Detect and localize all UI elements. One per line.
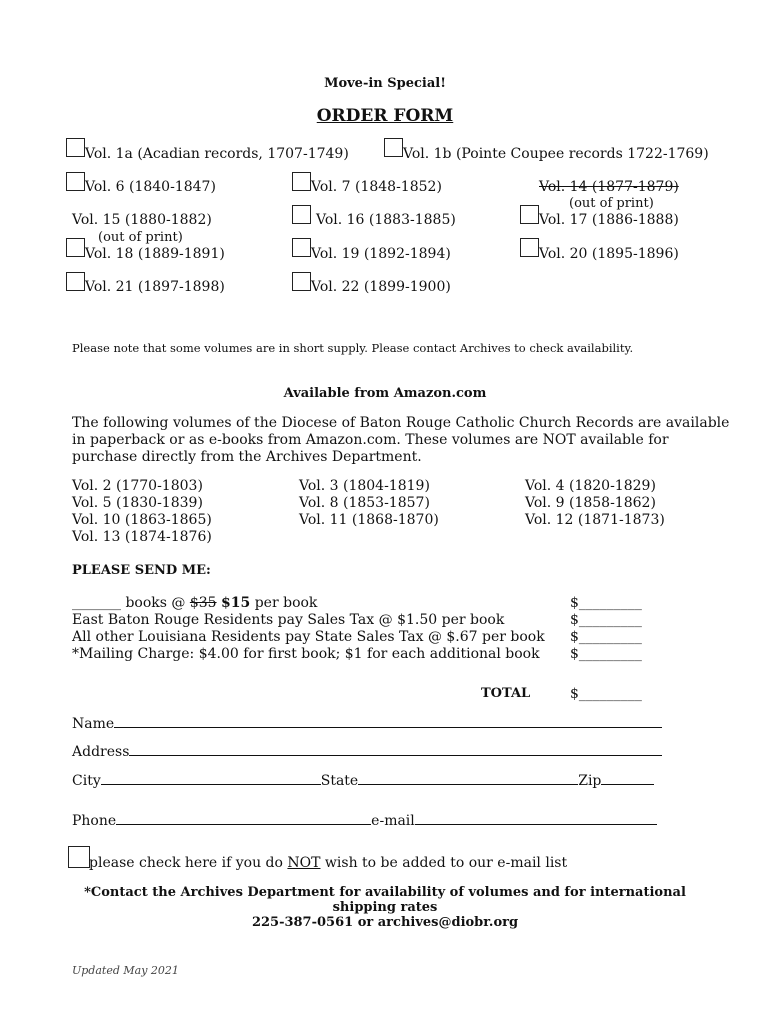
- optout-prefix: please check here if you do: [89, 855, 288, 871]
- books-amount-field[interactable]: $_________: [570, 595, 642, 611]
- name-row: [72, 715, 662, 732]
- email-optout-label: [89, 855, 567, 871]
- email-label: e-mail: [371, 813, 415, 829]
- phone-label: Phone: [72, 813, 117, 829]
- checkbox-vol-1b[interactable]: [384, 138, 403, 157]
- vol-14-out-of-print: (out of print): [569, 196, 654, 211]
- city-label: City: [72, 773, 101, 789]
- vol-1a-label: Vol. 1a (Acadian records, 1707-1749): [85, 146, 349, 162]
- vol-20-label: Vol. 20 (1895-1896): [539, 246, 679, 262]
- move-in-special: Move-in Special!: [324, 76, 446, 91]
- amazon-para-line2: in paperback or as e-books from Amazon.com. These volumes are NOT available for: [72, 432, 669, 448]
- checkbox-vol-16[interactable]: [292, 205, 311, 224]
- amazon-heading: Available from Amazon.com: [283, 386, 487, 401]
- contact-line1: *Contact the Archives Department for availability of volumes and for international: [84, 885, 686, 900]
- amazon-col1-item: Vol. 2 (1770-1803): [72, 478, 203, 494]
- name-label: Name: [72, 716, 115, 732]
- total-label: TOTAL: [481, 686, 531, 701]
- ebr-tax-amount-field[interactable]: $_________: [570, 612, 642, 628]
- email-optout-checkbox[interactable]: [68, 846, 90, 868]
- vol-15-label: Vol. 15 (1880-1882): [72, 212, 212, 228]
- checkbox-vol-22[interactable]: [292, 272, 311, 291]
- contact-line2: shipping rates: [332, 900, 438, 915]
- vol-17-label: Vol. 17 (1886-1888): [539, 212, 679, 228]
- amazon-col1-item: Vol. 10 (1863-1865): [72, 512, 212, 528]
- address-label: Address: [72, 744, 130, 760]
- page-title: ORDER FORM: [316, 106, 454, 126]
- vol-19-label: Vol. 19 (1892-1894): [311, 246, 451, 262]
- amazon-col3-item: Vol. 9 (1858-1862): [525, 495, 656, 511]
- contact-phone-email: 225-387-0561 or archives@diobr.org: [251, 915, 519, 930]
- vol-15-out-of-print: (out of print): [98, 230, 183, 245]
- amazon-col2-item: Vol. 11 (1868-1870): [299, 512, 439, 528]
- amazon-col3-item: Vol. 12 (1871-1873): [525, 512, 665, 528]
- checkbox-vol-19[interactable]: [292, 238, 311, 257]
- checkbox-vol-1a[interactable]: [66, 138, 85, 157]
- city-row: [72, 772, 654, 789]
- mailing-charge-line: *Mailing Charge: $4.00 for first book; $1 for each additional book: [72, 646, 540, 662]
- updated-date: Updated May 2021: [72, 964, 179, 977]
- name-field[interactable]: [114, 715, 662, 728]
- new-price: $15: [221, 595, 251, 611]
- please-send-label: PLEASE SEND ME:: [72, 563, 211, 578]
- zip-field[interactable]: [601, 772, 654, 785]
- vol-21-label: Vol. 21 (1897-1898): [85, 279, 225, 295]
- la-tax-line: All other Louisiana Residents pay State Sales Tax @ $.67 per book: [72, 629, 545, 645]
- books-quantity-blank[interactable]: _______: [72, 595, 121, 611]
- phone-field[interactable]: [116, 812, 371, 825]
- optout-suffix: wish to be added to our e-mail list: [320, 855, 568, 871]
- supply-note: Please note that some volumes are in short supply. Please contact Archives to check availability.: [72, 341, 634, 355]
- amazon-para-line3: purchase directly from the Archives Department.: [72, 449, 422, 465]
- books-text: books @: [121, 595, 190, 611]
- address-field[interactable]: [129, 743, 662, 756]
- total-amount-field[interactable]: $_________: [570, 686, 642, 702]
- old-price: $35: [189, 595, 217, 611]
- amazon-col3-item: Vol. 4 (1820-1829): [525, 478, 656, 494]
- optout-not: NOT: [287, 855, 321, 871]
- checkbox-vol-6[interactable]: [66, 172, 85, 191]
- vol-18-label: Vol. 18 (1889-1891): [85, 246, 225, 262]
- per-book-text: per book: [250, 595, 318, 611]
- zip-label: Zip: [578, 773, 602, 789]
- phone-row: [72, 812, 657, 829]
- amazon-col2-item: Vol. 3 (1804-1819): [299, 478, 430, 494]
- vol-1b-label: Vol. 1b (Pointe Coupee records 1722-1769): [403, 146, 709, 162]
- city-field[interactable]: [101, 772, 321, 785]
- mailing-amount-field[interactable]: $_________: [570, 646, 642, 662]
- amazon-col1-item: Vol. 13 (1874-1876): [72, 529, 212, 545]
- vol-6-label: Vol. 6 (1840-1847): [85, 179, 216, 195]
- ebr-tax-line: East Baton Rouge Residents pay Sales Tax @ $1.50 per book: [72, 612, 505, 628]
- checkbox-vol-17[interactable]: [520, 205, 539, 224]
- amazon-col2-item: Vol. 8 (1853-1857): [299, 495, 430, 511]
- checkbox-vol-18[interactable]: [66, 238, 85, 257]
- state-field[interactable]: [358, 772, 578, 785]
- vol-16-label: Vol. 16 (1883-1885): [316, 212, 456, 228]
- amazon-para-line1: The following volumes of the Diocese of Baton Rouge Catholic Church Records are available: [72, 415, 730, 431]
- vol-14-label: Vol. 14 (1877-1879): [539, 179, 679, 195]
- checkbox-vol-21[interactable]: [66, 272, 85, 291]
- email-field[interactable]: [415, 812, 657, 825]
- amazon-col1-item: Vol. 5 (1830-1839): [72, 495, 203, 511]
- state-label: State: [320, 773, 359, 789]
- vol-7-label: Vol. 7 (1848-1852): [311, 179, 442, 195]
- address-row: [72, 743, 662, 760]
- checkbox-vol-20[interactable]: [520, 238, 539, 257]
- books-line: [72, 595, 317, 611]
- vol-22-label: Vol. 22 (1899-1900): [311, 279, 451, 295]
- la-tax-amount-field[interactable]: $_________: [570, 629, 642, 645]
- checkbox-vol-7[interactable]: [292, 172, 311, 191]
